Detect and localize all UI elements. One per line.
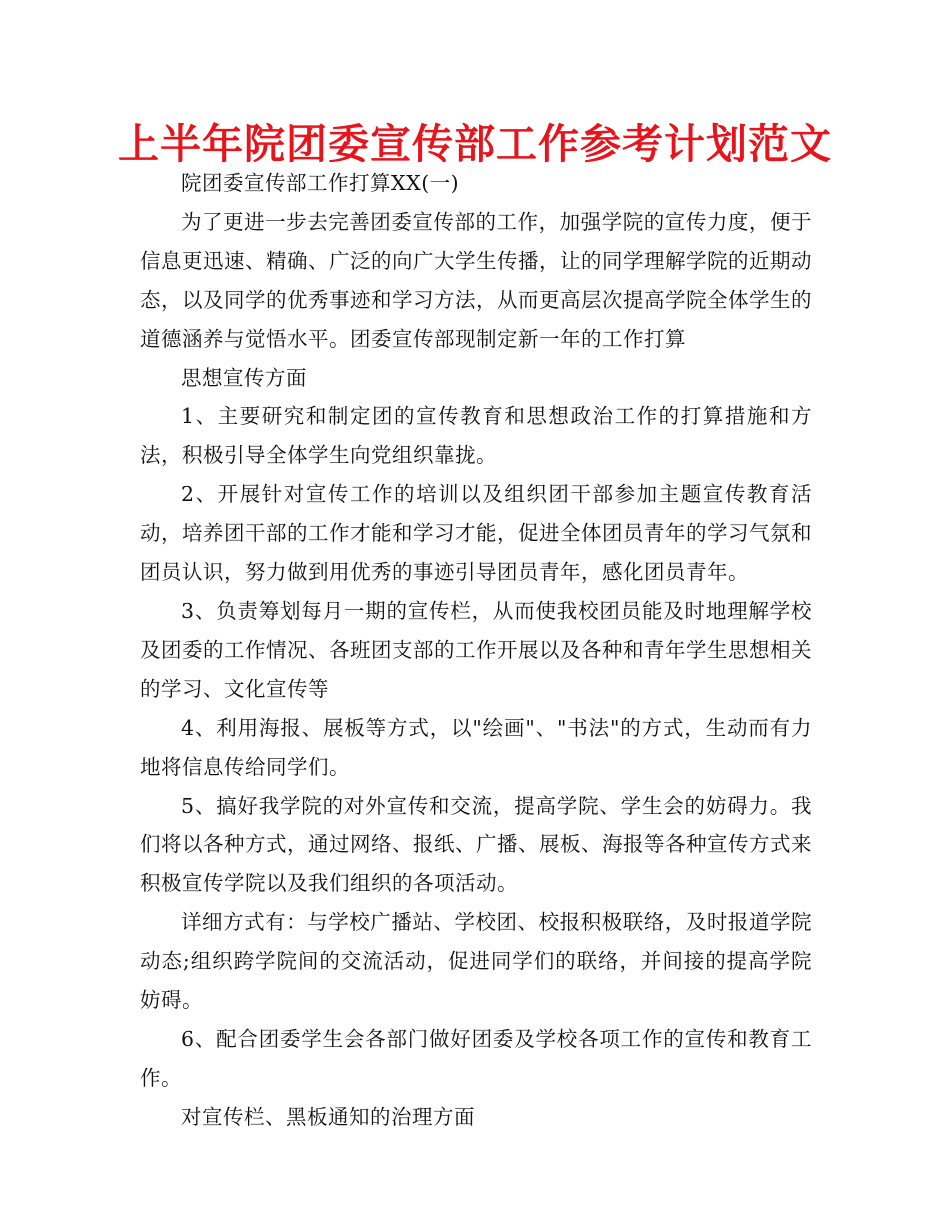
paragraph-item-5: 5、搞好我学院的对外宣传和交流，提高学院、学生会的妨碍力。我们将以各种方式，通过网络、报纸、广播、展板、海报等各种宣传方式来积极宣传学院以及我们组织的各项活动。: [140, 793, 812, 896]
paragraph-item-4: 4、利用海报、展板等方式，以"绘画"、"书法"的方式，生动而有力地将信息传给同学们。: [140, 715, 812, 779]
paragraph-item-3: 3、负责筹划每月一期的宣传栏，从而使我校团员能及时地理解学校及团委的工作情况、各班团支部的工作开展以及各种和青年学生思想相关的学习、文化宣传等: [140, 598, 812, 701]
document-body: [140, 164, 812, 1137]
section-heading-ideology: 思想宣传方面: [181, 365, 307, 390]
paragraph-item-6: 6、配合团委学生会各部门做好团委及学校各项工作的宣传和教育工作。: [140, 1026, 812, 1090]
paragraph-details: 详细方式有：与学校广播站、学校团、校报积极联络，及时报道学院动态;组织跨学院间的交流活动，促进同学们的联络，并间接的提高学院妨碍。: [140, 910, 812, 1013]
paragraph-item-1: 1、主要研究和制定团的宣传教育和思想政治工作的打算措施和方法，积极引导全体学生向党组织靠拢。: [140, 404, 812, 468]
paragraph-intro: 为了更进一步去完善团委宣传部的工作，加强学院的宣传力度，便于信息更迅速、精确、广泛的向广大学生传播，让的同学理解学院的近期动态，以及同学的优秀事迹和学习方法，从而更高层次提高学院全体学生的道德涵养与觉悟水平。团委宣传部现制定新一年的工作打算: [140, 209, 812, 351]
paragraph-item-2: 2、开展针对宣传工作的培训以及组织团干部参加主题宣传教育活动，培养团干部的工作才能和学习才能，促进全体团员青年的学习气氛和团员认识，努力做到用优秀的事迹引导团员青年，感化团员青年。: [140, 482, 812, 585]
paragraph-subtitle: 院团委宣传部工作打算XX(一): [181, 171, 460, 195]
section-heading-board: 对宣传栏、黑板通知的治理方面: [181, 1104, 475, 1129]
document-title: 上半年院团委宣传部工作参考计划范文: [118, 120, 832, 168]
